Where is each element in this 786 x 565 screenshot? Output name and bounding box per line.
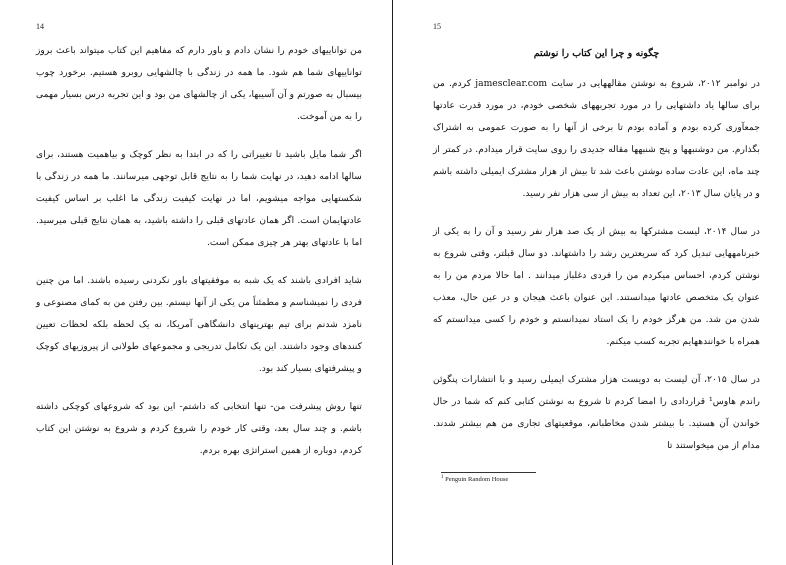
footnote-area xyxy=(441,466,536,483)
page-number-left: 14 xyxy=(36,22,44,31)
left-page xyxy=(0,0,392,565)
page-number-right: 15 xyxy=(433,22,441,31)
footnote xyxy=(441,475,536,483)
right-page-body xyxy=(433,73,760,457)
paragraph: در سال ۲۰۱۴، لیست مشترکها به بیش از یک صد هزار نفر رسید و آن را به یکی از خبرنامههایی تبدیل کرد که سریعترین رشد را داشتهاند. دو سال قبلتر، وقتی شروع به نوشتن کردم، احساس میکردم من را فردی دغلباز میدانند . اما حالا مردم من را به عنوان یک متخصص عادتها میدانستند. این عنوان باعث هیجان و در عین حال، معذب شدن من شد. من هرگز خودم را یک استاد نمیدانستم و خودم را کسی میدانستم که همراه با خوانندههایم تجربه کسب میکنم. xyxy=(433,226,760,347)
right-page xyxy=(393,0,786,565)
paragraph: من تواناییهای خودم را نشان دادم و باور دارم که مفاهیم این کتاب میتواند باعث بروز تواناییهای شما هم شود. ما همه در زندگی با چالشهایی روبرو هستیم. برخورد چوب بیسبال به صورتم و آن آسیبها، یکی از چالشهای من بود و این تجربه درس بسیار مهمی را به من آموخت. xyxy=(36,45,362,122)
paragraph: شاید افرادی باشند که یک شبه به موفقیتهای باور نکردنی رسیده باشند. اما من چنین فردی را نمیشناسم و مطمئناً من یکی از آنها نیستم. بین رفتن من به کمای مصنوعی و نامزد شدنم برای تیم بهترینهای دانشگاهی آمریکا، نه یک لحظه بلکه لحظات تعیین کنندهای وجود داشتند. این یک تکامل تدریجی و مجموعهای طولانی از پیروزیهای کوچک و پیشرفتهای بسیار کند بود. xyxy=(36,275,362,374)
paragraph: اگر شما مایل باشید تا تغییراتی را که در ابتدا به نظر کوچک و بیاهمیت هستند، برای سالها ادامه دهید، در نهایت شما را به نتایج قابل توجهی میرسانند. ما همه در زندگی با شکستهایی مواجه میشویم، اما در نهایت کیفیت زندگی ما اغلب بر اساس کیفیت عادتهایمان است. اگر همان عادتهای قبلی را داشته باشید، به همان نتایج قبلی میرسید. اما با عادتهای بهتر هر چیزی ممکن است. xyxy=(36,149,362,248)
paragraph: در نوامبر ۲۰۱۲، شروع به نوشتن مقالههایی در سایت jamesclear.com کردم. من برای سالها یاد داشتهایی را در مورد تجربههای شخصی خودم، در مورد قدرت عادتها جمعآوری کرده بودم و آماده بودم تا برخی از آنها را به صورت عمومی به اشتراک بگذارم. من دوشنبهها و پنج شنبهها مقاله جدیدی را روی سایت قرار میدادم. در کمتر از چند ماه، این عادت ساده نوشتن باعث شد تا بیش از هزار مشترک ایمیلی داشته باشم و در پایان سال ۲۰۱۳، این تعداد به بیش از سی هزار نفر رسید. xyxy=(433,78,760,199)
footnote-text: Penguin Random House xyxy=(445,476,509,484)
footnote-rule xyxy=(441,472,536,473)
paragraph: در سال ۲۰۱۵، آن لیست به دویست هزار مشترک ایمیلی رسید و با انتشارات پنگوئن راندم هاوس¹ قراردادی را امضا کردم تا شروع به نوشتن کتابی کنم که شما در حال خواندن آن هستید. با بیشتر شدن مخاطبانم، موقعیتهای تجاری من هم بیشتر شدند. مدام از من میخواستند تا xyxy=(433,374,761,451)
chapter-title: چگونه و چرا این کتاب را نوشتم xyxy=(533,48,660,59)
paragraph: تنها روش پیشرفت من- تنها انتخابی که داشتم- این بود که شروعهای کوچکی داشته باشم. و چند سال بعد، وقتی کار خودم را شروع کردم و شروع به نوشتن این کتاب کردم، دوباره از همین استراتژی بهره بردم. xyxy=(36,401,362,456)
footnote-marker: 1 xyxy=(441,475,444,480)
left-page-body xyxy=(36,40,362,462)
